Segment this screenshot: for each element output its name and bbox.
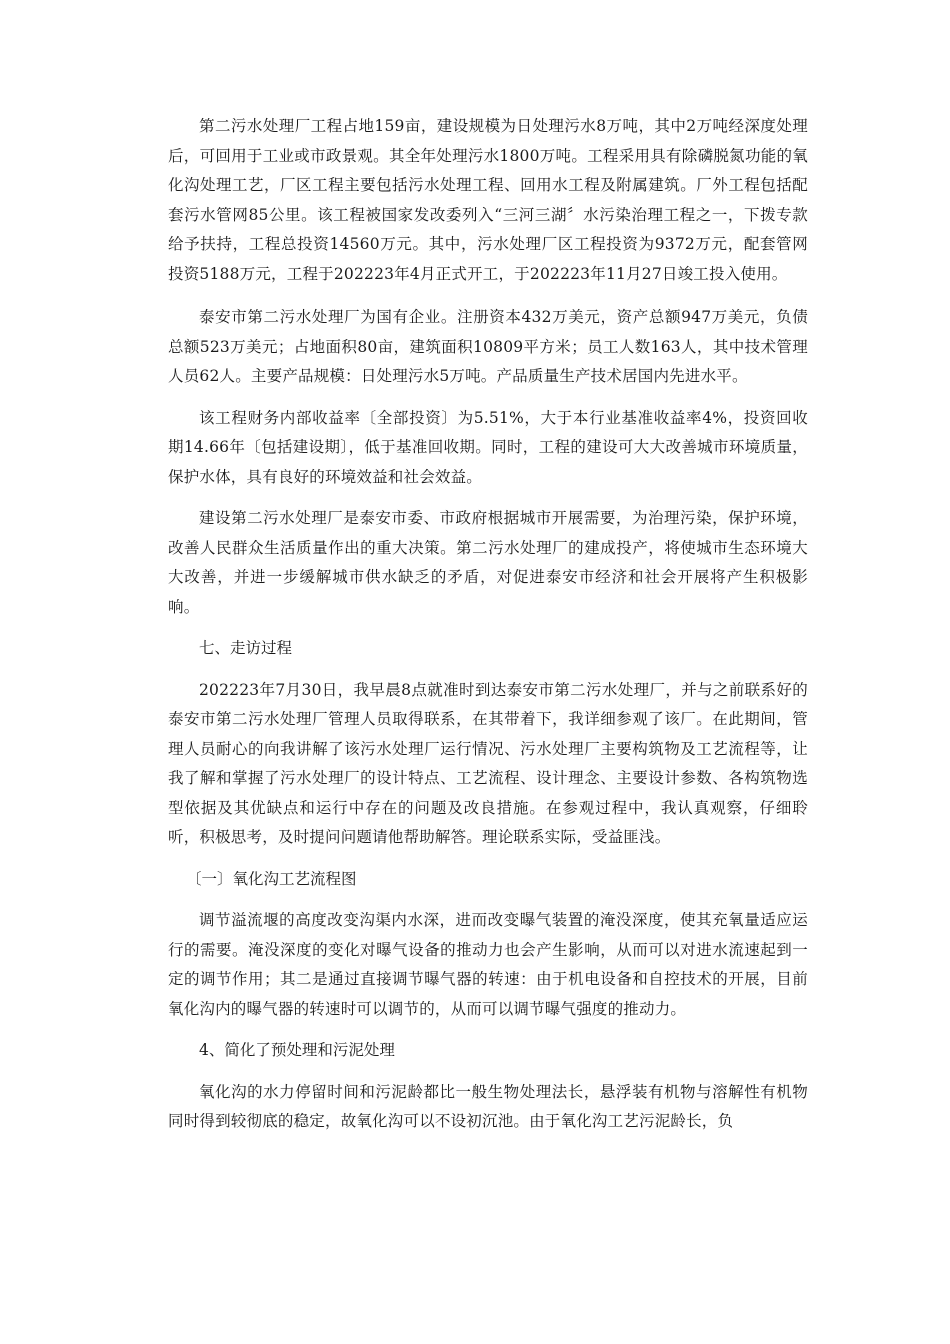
paragraph-retention: 氧化沟的水力停留时间和污泥龄都比一般生物处理法长，悬浮装有机物与溶解性有机物同时得到较彻底的稳定，故氧化沟可以不设初沉池。由于氧化沟工艺污泥龄长，负 <box>168 1082 808 1130</box>
section-heading-simplified: 4、简化了预处理和污泥处理 <box>199 1041 395 1059</box>
section-heading-visit: 七、走访过程 <box>199 639 293 657</box>
paragraph-plant-overview: 第二污水处理厂工程占地159亩，建设规模为日处理污水8万吨，其中2万吨经深度处理后，可回用于工业或市政景观。其全年处理污水1800万吨。工程采用具有除磷脱氮功能的氧化沟处理工艺，厂区工程主要包括污水处理工程、回用水工程及附属建筑。厂外工程包括配套污水管网85公里。该工程被国家发改委列入“三河三湖〞水污染治理工程之一，下拨专款给予扶持，工程总投资14560万元。其中，污水处理厂区工程投资为9372万元，配套管网投资5188万元，工程于202223年4月正式开工，于202223年11月27日竣工投入使用。 <box>168 117 808 283</box>
paragraph-financial: 该工程财务内部收益率〔全部投资〕为5.51%，大于本行业基准收益率4%，投资回收期14.66年〔包括建设期〕，低于基准回收期。同时，工程的建设可大大改善城市环境质量，保护水体，具有良好的环境效益和社会效益。 <box>168 408 808 486</box>
paragraph-significance: 建设第二污水处理厂是泰安市委、市政府根据城市开展需要，为治理污染，保护环境，改善人民群众生活质量作出的重大决策。第二污水处理厂的建成投产，将使城市生态环境大大改善，并进一步缓解城市供水缺乏的矛盾，对促进泰安市经济和社会开展将产生积极影响。 <box>168 509 808 616</box>
subsection-heading-oxidation-ditch: 〔一〕氧化沟工艺流程图 <box>186 869 357 888</box>
paragraph-enterprise-info: 泰安市第二污水处理厂为国有企业。注册资本432万美元，资产总额947万美元，负债总额523万美元；占地面积80亩，建筑面积10809平方米；员工人数163人，其中技术管理人员62人。主要产品规模：日处理污水5万吨。产品质量生产技术居国内先进水平。 <box>168 308 808 385</box>
paragraph-weir-adjustment: 调节溢流堰的高度改变沟渠内水深，进而改变曝气装置的淹没深度，使其充氧量适应运行的需要。淹没深度的变化对曝气设备的推动力也会产生影响，从而可以对进水流速起到一定的调节作用；其二是通过直接调节曝气器的转速：由于机电设备和自控技术的开展，目前氧化沟内的曝气器的转速时可以调节的，从而可以调节曝气强度的推动力。 <box>168 911 808 1018</box>
paragraph-visit-process: 202223年7月30日，我早晨8点就准时到达泰安市第二污水处理厂，并与之前联系好的泰安市第二污水处理厂管理人员取得联系，在其带着下，我详细参观了该厂。在此期间，管理人员耐心的向我讲解了该污水处理厂运行情况、污水处理厂主要构筑物及工艺流程等，让我了解和掌握了污水处理厂的设计特点、工艺流程、设计理念、主要设计参数、各构筑物选型依据及其优缺点和运行中存在的问题及改良措施。在参观过程中，我认真观察，仔细聆听，积极思考，及时提问问题请他帮助解答。理论联系实际，受益匪浅。 <box>168 680 808 846</box>
document-body <box>168 112 808 1137</box>
